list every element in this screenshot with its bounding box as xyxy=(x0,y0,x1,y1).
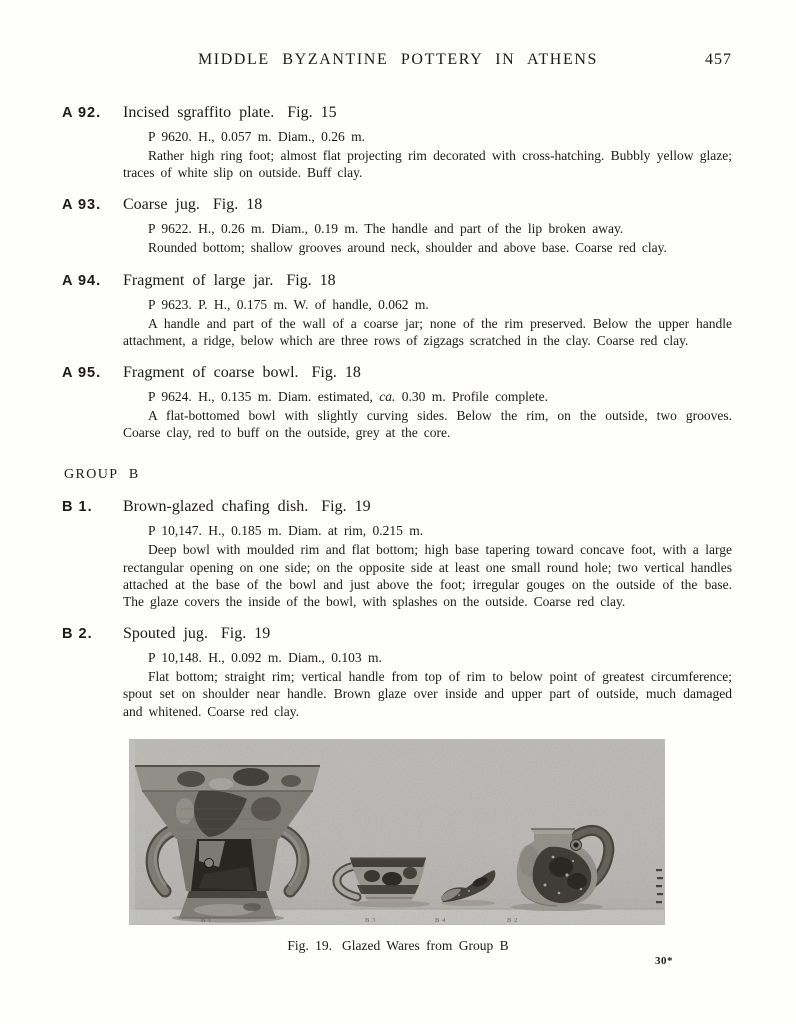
entry-title: Fragment of large jar. xyxy=(123,271,274,289)
catalog-entry-a92 xyxy=(0,104,796,181)
entry-measurements xyxy=(123,649,732,666)
entry-title: Fragment of coarse bowl. xyxy=(123,364,299,382)
entry-title-line xyxy=(123,364,732,382)
catalog-entry-a93 xyxy=(0,196,796,256)
entry-title-line xyxy=(123,196,732,214)
figure-reference: Fig. 19 xyxy=(220,625,271,643)
measurement-text: P 9624. H., 0.135 m. Diam. estimated, xyxy=(148,389,380,405)
page-title: MIDDLE BYZANTINE POTTERY IN ATHENS xyxy=(197,51,598,68)
figure-reference: Fig. 19 xyxy=(321,498,371,516)
figure-19 xyxy=(0,739,796,954)
measurement-text-cont: 0.30 m. Profile complete. xyxy=(395,389,548,405)
measurement-text: P 9622. H., 0.26 m. Diam., 0.19 m. The handle and part of the lip broken away. xyxy=(148,221,624,237)
printer-signature-mark: 30* xyxy=(655,954,673,967)
entry-title-line xyxy=(123,625,732,643)
figure-caption xyxy=(0,938,796,954)
photo-grain-overlay xyxy=(129,739,665,925)
entry-description: Rather high ring foot; almost flat projecting rim decorated with cross-hatching. Bubbly yellow glaze; traces of white slip on outside. Buff clay. xyxy=(123,148,732,181)
entry-id: A 92. xyxy=(62,105,102,121)
entry-description: Deep bowl with moulded rim and flat bottom; high base tapering toward concave foot, with a large rectangular opening on one side; on the opposite side at least one small round hole; two vertical handles attached at the base of the bowl and just above the foot; irregular gouges on the outside of the base. The glaze covers the inside of the bowl, with splashes on the outside. Coarse red clay. xyxy=(123,542,732,610)
entry-measurements xyxy=(123,220,732,237)
entry-title: Coarse jug. xyxy=(123,196,200,214)
figure-reference: Fig. 18 xyxy=(212,196,263,214)
entry-measurements xyxy=(123,522,732,539)
entry-title: Brown-glazed chafing dish. xyxy=(123,498,309,516)
entry-title: Incised sgraffito plate. xyxy=(123,104,275,121)
measurement-text: P 10,148. H., 0.092 m. Diam., 0.103 m. xyxy=(148,650,382,666)
entry-measurements xyxy=(123,388,732,405)
entry-title: Spouted jug. xyxy=(123,625,208,643)
figure-caption-number: Fig. 19. xyxy=(287,937,332,953)
photo-label-b4: B 4 xyxy=(435,916,446,924)
photo-label-b3: B 3 xyxy=(365,916,376,924)
catalog-entry-b1 xyxy=(0,498,796,610)
entry-id: B 2. xyxy=(62,626,93,643)
catalog-entry-b2 xyxy=(0,625,796,720)
entry-id: A 94. xyxy=(62,272,102,289)
measurement-italic: ca. xyxy=(379,389,396,405)
figure-photo xyxy=(129,739,665,925)
group-b-heading: GROUP B xyxy=(64,467,140,483)
figure-caption-text: Glazed Wares from Group B xyxy=(342,937,509,953)
entry-id: B 1. xyxy=(62,499,93,516)
running-head xyxy=(0,0,796,69)
catalog-entry-a94 xyxy=(0,272,796,349)
entry-title-line xyxy=(123,272,732,290)
page-number: 457 xyxy=(705,51,732,68)
entry-description: A flat-bottomed bowl with slightly curving sides. Below the rim, on the outside, two grooves. Coarse clay, red to buff on the outside, grey at the core. xyxy=(123,408,732,441)
entry-measurements xyxy=(123,296,732,313)
catalog-entries xyxy=(0,69,796,720)
entry-id: A 93. xyxy=(62,197,102,214)
photo-label-b2: B 2 xyxy=(507,916,518,924)
measurement-text: P 9623. P. H., 0.175 m. W. of handle, 0.062 m. xyxy=(148,296,429,312)
measurement-text: P 9620. H., 0.057 m. Diam., 0.26 m. xyxy=(148,129,366,144)
catalog-entry-a95 xyxy=(0,364,796,441)
entry-id: A 95. xyxy=(62,365,102,382)
measurement-text: P 10,147. H., 0.185 m. Diam. at rim, 0.215 m. xyxy=(148,523,424,539)
figure-reference: Fig. 18 xyxy=(286,271,336,289)
entry-description: Flat bottom; straight rim; vertical handle from top of rim to below point of greatest circumference; spout set on shoulder near handle. Brown glaze over inside and upper part of outside, much damaged and whitened. Coarse red clay. xyxy=(123,669,732,719)
figure-reference: Fig. 15 xyxy=(287,104,337,121)
photo-label-b1: B 1 xyxy=(201,916,212,924)
entry-description: A handle and part of the wall of a coarse jar; none of the rim preserved. Below the upper handle attachment, a ridge, below which are three rows of zigzags scratched in the clay. Coarse red clay. xyxy=(123,315,732,348)
entry-title-line xyxy=(123,104,732,122)
entry-description: Rounded bottom; shallow grooves around neck, shoulder and above base. Coarse red clay. xyxy=(148,240,667,256)
entry-measurements xyxy=(123,128,732,145)
figure-reference: Fig. 18 xyxy=(311,364,361,382)
entry-title-line xyxy=(123,498,732,516)
